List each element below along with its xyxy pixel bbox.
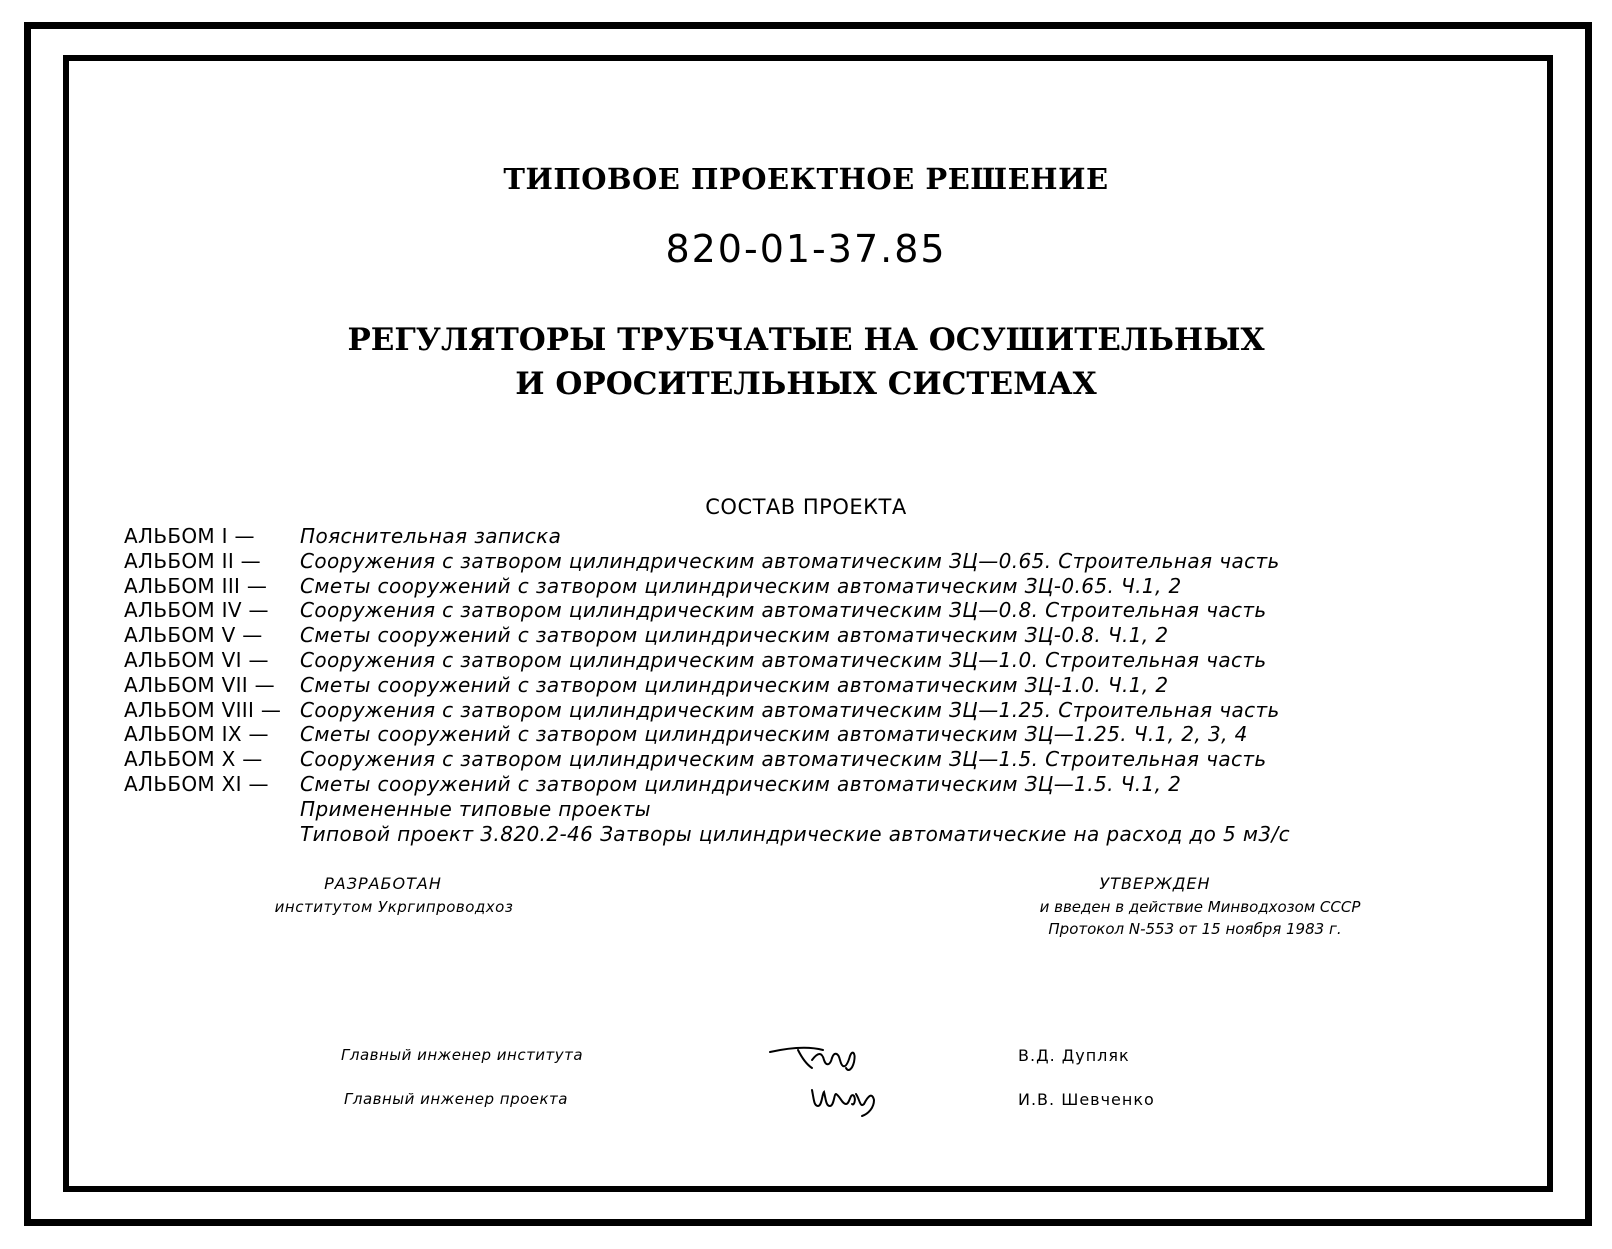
album-row [124, 623, 1524, 648]
album-row [124, 747, 1524, 772]
subtitle-line-1: РЕГУЛЯТОРЫ ТРУБЧАТЫЕ НА ОСУШИТЕЛЬНЫХ [347, 322, 1265, 358]
album-row [124, 524, 1524, 549]
album-text: Сооружения с затвором цилиндрическим автоматическим ЗЦ—0.65. Строительная часть [300, 548, 1280, 573]
album-row [124, 722, 1524, 747]
document-title: ТИПОВОЕ ПРОЕКТНОЕ РЕШЕНИЕ [503, 162, 1109, 196]
signature-name-2: И.В. Шевченко [1018, 1090, 1155, 1109]
applied-projects-heading: Примененные типовые проекты [300, 796, 651, 821]
applied-project-row [124, 822, 1524, 847]
album-label: АЛЬБОМ I — [124, 524, 255, 548]
approval-line-2: Протокол N-553 от 15 ноября 1983 г. [1048, 920, 1342, 938]
album-label: АЛЬБОМ IX — [124, 722, 269, 747]
handwritten-signature-1 [768, 1038, 868, 1074]
developer-heading: РАЗРАБОТАН [324, 874, 442, 893]
album-label: АЛЬБОМ V — [124, 623, 263, 648]
signature-role-chief-engineer-project: Главный инженер проекта [344, 1090, 568, 1108]
album-label: АЛЬБОМ III — [124, 573, 268, 598]
composition-heading: СОСТАВ ПРОЕКТА [705, 495, 907, 519]
album-row [124, 574, 1524, 599]
album-text: Сметы сооружений с затвором цилиндрическим автоматическим ЗЦ-0.8. Ч.1, 2 [300, 623, 1169, 648]
album-text: Сооружения с затвором цилиндрическим автоматическим ЗЦ—1.25. Строительная часть [300, 697, 1280, 722]
album-row [124, 772, 1524, 797]
project-number: 820-01-37.85 [665, 227, 947, 271]
album-label: АЛЬБОМ II — [124, 548, 261, 573]
album-text: Пояснительная записка [300, 524, 562, 548]
album-label: АЛЬБОМ VIII — [124, 697, 282, 722]
album-row [124, 648, 1524, 673]
album-row [124, 673, 1524, 698]
album-label: АЛЬБОМ IV — [124, 598, 269, 623]
album-text: Сооружения с затвором цилиндрическим автоматическим ЗЦ—0.8. Строительная часть [300, 598, 1267, 623]
signature-name-1: В.Д. Дупляк [1018, 1046, 1130, 1065]
album-label: АЛЬБОМ VII — [124, 672, 275, 697]
album-row [124, 598, 1524, 623]
album-text: Сметы сооружений с затвором цилиндрическим автоматическим ЗЦ-1.0. Ч.1, 2 [300, 672, 1169, 697]
approval-heading: УТВЕРЖДЕН [1099, 874, 1211, 893]
handwritten-signature-2 [808, 1082, 884, 1122]
album-label: АЛЬБОМ VI — [124, 647, 269, 672]
album-label: АЛЬБОМ X — [124, 747, 263, 772]
signature-role-chief-engineer-institute: Главный инженер института [341, 1046, 584, 1064]
album-label: АЛЬБОМ XI — [124, 771, 269, 796]
applied-project-text: Типовой проект 3.820.2-46 Затворы цилиндрические автоматические на расход до 5 м3/с [300, 821, 1291, 846]
album-text: Сооружения с затвором цилиндрическим автоматическим ЗЦ—1.0. Строительная часть [300, 647, 1267, 672]
subtitle-line-2: И ОРОСИТЕЛЬНЫХ СИСТЕМАХ [515, 366, 1097, 402]
developer-body: институтом Укргипроводхоз [274, 898, 514, 916]
album-text: Сметы сооружений с затвором цилиндрическим автоматическим ЗЦ-0.65. Ч.1, 2 [300, 573, 1182, 598]
album-row [124, 549, 1524, 574]
album-text: Сметы сооружений с затвором цилиндрическим автоматическим ЗЦ—1.25. Ч.1, 2, 3, 4 [300, 722, 1248, 747]
album-text: Сооружения с затвором цилиндрическим автоматическим ЗЦ—1.5. Строительная часть [300, 747, 1267, 772]
album-row [124, 698, 1524, 723]
applied-projects-heading-row [124, 797, 1524, 822]
album-text: Сметы сооружений с затвором цилиндрическим автоматическим ЗЦ—1.5. Ч.1, 2 [300, 771, 1182, 796]
album-list [124, 524, 1524, 846]
approval-line-1: и введен в действие Минводхозом СССР [1039, 898, 1361, 916]
